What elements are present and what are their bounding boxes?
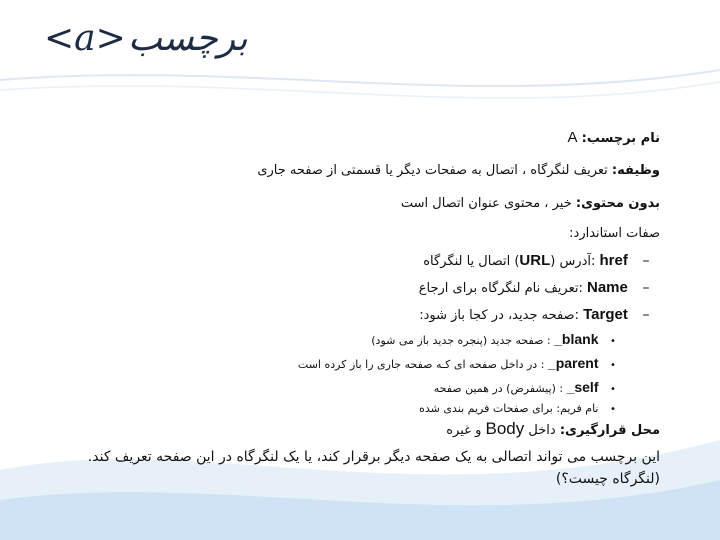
placement-label: محل قرارگیری: [559,423,660,438]
attribute-name: Name [587,279,628,296]
target-value-self [434,378,624,396]
tag-name-line [568,128,661,148]
attribute-dash: – [642,280,650,296]
purpose-line [257,163,660,180]
target-value-parent [298,354,624,372]
attribute-name: href [599,252,628,269]
placement-code: Body [485,419,525,438]
target-value-blank [371,330,624,348]
target-value-name: _blank [554,331,599,347]
target-value-desc: نام فریم: برای صفحات فریم بندی شده [419,402,599,415]
slide-title [0,12,720,72]
placement-line [446,418,660,440]
attributes-heading: صفات استاندارد: [569,226,660,241]
purpose-text: تعریف لنگرگاه ، اتصال به صفحات دیگر یا قسمتی از صفحه جاری [257,163,608,178]
no-content-label: بدون محتوی: [575,196,660,211]
bullet: • [610,384,616,395]
target-value-name: _parent [547,355,599,371]
title-tag: <a> [44,18,126,59]
target-value-desc: : (پیشفرض) در همین صفحه [433,382,564,395]
description-paragraph: این برچسب می تواند اتصالی به یک صفحه دیگر برقرار کند، یا یک لنگرگاه در این صفحه تعریف کند. (لنگرگاه چیست؟) [87,449,660,488]
placement-after: و غیره [446,423,482,438]
no-content-line [401,196,660,213]
target-value-name: _self [566,379,599,395]
attribute-dash: – [642,253,650,269]
bullet: • [610,336,616,347]
purpose-label: وظیفه: [611,163,660,178]
attribute-desc-before: :آدرس ( [550,254,596,269]
bullet: • [610,404,616,415]
attribute-href [423,251,660,271]
attribute-name: Target [583,306,628,323]
target-value-desc: : صفحه جدید (پنجره جدید باز می شود) [371,334,551,347]
target-value-frame [419,402,624,416]
tag-name-label: نام برچسب: [581,131,660,146]
tag-name-value: A [567,129,578,146]
attribute-desc-before: :صفحه جدید، در کجا باز شود: [419,308,579,323]
attribute-code: URL [519,252,551,269]
attribute-dash: – [642,307,650,323]
attribute-desc-after: ) اتصال یا لنگرگاه [423,254,520,269]
placement-before: داخل [528,423,556,438]
attribute-desc-before: :تعریف نام لنگرگاه برای ارجاع [418,281,583,296]
title-text: برچسب [128,18,248,59]
attribute-name-attr [419,278,660,298]
bullet: • [610,360,616,371]
target-value-desc: : در داخل صفحه ای کـه صفحه جاری را باز کرده است [297,358,545,371]
no-content-text: خیر ، محتوی عنوان اتصال است [400,196,572,211]
attribute-target [419,305,660,325]
